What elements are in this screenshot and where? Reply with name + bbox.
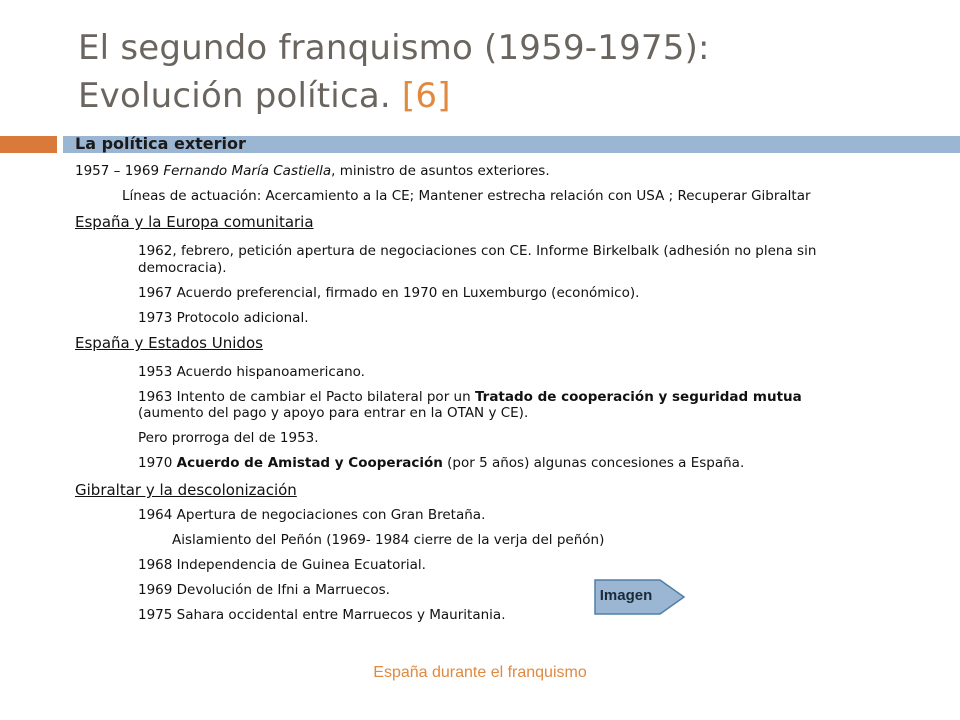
slide-title bbox=[78, 24, 938, 120]
usa-1963-treaty: Tratado de cooperación y seguridad mutua bbox=[474, 389, 802, 405]
subheading-gibraltar: Gibraltar y la descolonización bbox=[75, 481, 297, 499]
gibraltar-item-1975: 1975 Sahara occidental entre Marruecos y Mauritania. bbox=[138, 607, 506, 623]
title-subtitle: Evolución política. bbox=[78, 76, 391, 116]
gibraltar-item-1969: 1969 Devolución de Ifni a Marruecos. bbox=[138, 582, 390, 598]
usa-item-prorroga: Pero prorroga del de 1953. bbox=[138, 430, 319, 446]
europa-item-1962: 1962, febrero, petición apertura de negociaciones con CE. Informe Birkelbalk (adhesión no plena sin democracia). bbox=[138, 243, 817, 276]
europa-item-1967: 1967 Acuerdo preferencial, firmado en 1970 en Luxemburgo (económico). bbox=[138, 285, 640, 301]
usa-item-1963-cont: (aumento del pago y apoyo para entrar en la OTAN y CE). bbox=[138, 405, 529, 421]
usa-item-1963 bbox=[138, 389, 802, 406]
subheading-europa: España y la Europa comunitaria bbox=[75, 213, 314, 231]
imagen-button-label: Imagen bbox=[599, 587, 653, 604]
imagen-button[interactable] bbox=[594, 579, 686, 615]
section-heading: La política exterior bbox=[75, 134, 246, 153]
europa-item-1973: 1973 Protocolo adicional. bbox=[138, 310, 309, 326]
orange-accent-bar bbox=[0, 136, 57, 153]
slide-footer: España durante el franquismo bbox=[373, 664, 587, 681]
intro-years: 1957 – 1969 bbox=[75, 163, 160, 179]
lineas-de-actuacion: Líneas de actuación: Acercamiento a la CE; Mantener estrecha relación con USA ; Recuperar Gibraltar bbox=[122, 188, 811, 204]
gibraltar-item-aislamiento: Aislamiento del Peñón (1969- 1984 cierre de la verja del peñón) bbox=[172, 532, 605, 548]
usa-item-1953: 1953 Acuerdo hispanoamericano. bbox=[138, 364, 365, 380]
title-line-2 bbox=[78, 72, 938, 120]
usa-1970-year: 1970 bbox=[138, 455, 177, 471]
title-line-1: El segundo franquismo (1959-1975): bbox=[78, 28, 710, 68]
intro-minister-name: Fernando María Castiella bbox=[163, 163, 332, 179]
gibraltar-item-1964: 1964 Apertura de negociaciones con Gran Bretaña. bbox=[138, 507, 486, 523]
usa-item-1970 bbox=[138, 455, 744, 472]
subheading-usa: España y Estados Unidos bbox=[75, 334, 263, 352]
intro-rest: , ministro de asuntos exteriores. bbox=[331, 163, 550, 179]
usa-1970-rest: (por 5 años) algunas concesiones a España. bbox=[442, 455, 745, 471]
gibraltar-item-1968: 1968 Independencia de Guinea Ecuatorial. bbox=[138, 557, 426, 573]
intro-line bbox=[75, 163, 550, 180]
usa-1963-text: 1963 Intento de cambiar el Pacto bilateral por un bbox=[138, 389, 475, 405]
title-reference: [6] bbox=[401, 76, 451, 116]
usa-1970-agreement: Acuerdo de Amistad y Cooperación bbox=[176, 455, 443, 471]
